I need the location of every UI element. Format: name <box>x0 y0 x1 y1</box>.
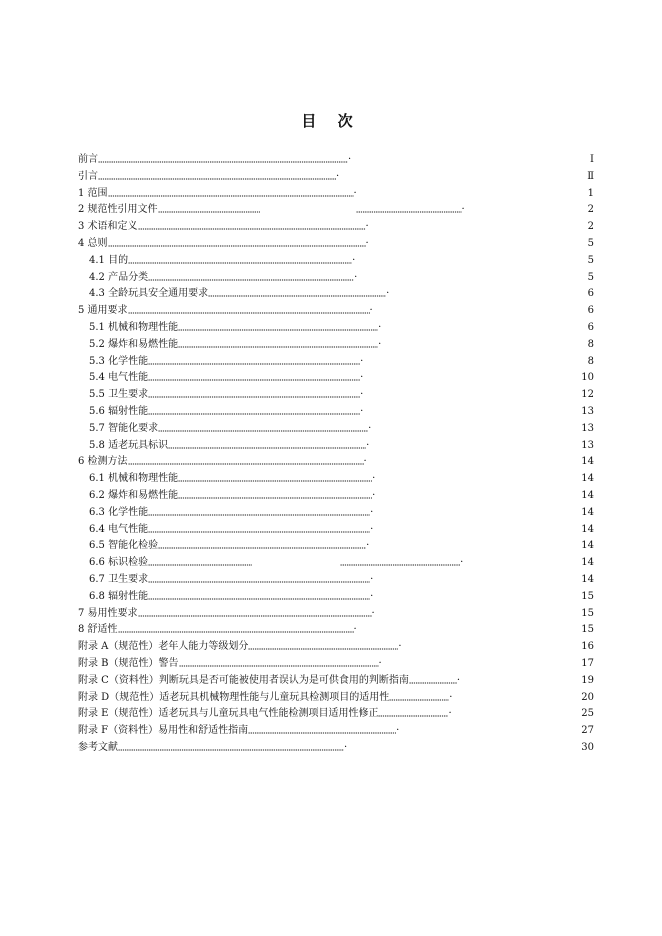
toc-row[interactable]: 6.2 爆炸和易燃性能 · 14 <box>78 488 594 505</box>
page-title: 目 次 <box>301 112 361 130</box>
toc-page: 20 <box>581 691 594 703</box>
toc-row[interactable]: 4 总则 · 5 <box>78 236 594 253</box>
toc-label: 附录 C（资料性）判断玩具是否可能被使用者误认为是可供食用的判断指南 <box>78 674 409 686</box>
toc-row[interactable]: 5.4 电气性能 · 10 <box>78 370 594 387</box>
toc-row[interactable]: 4.3 全龄玩具安全通用要求 · 6 <box>78 286 594 303</box>
leader-dots <box>148 555 252 572</box>
toc-page: 14 <box>581 573 594 585</box>
toc-page: Ⅱ <box>587 170 594 182</box>
toc-row[interactable]: 4.1 目的 · 5 <box>78 253 594 270</box>
toc-label: 附录 E（规范性）适老玩具与儿童玩具电气性能检测项目适用性修正 <box>78 708 379 720</box>
leader-dots <box>148 270 354 287</box>
toc-row[interactable]: 6.1 机械和物理性能 · 14 <box>78 471 594 488</box>
toc-page: I <box>590 154 594 165</box>
toc-row[interactable]: 5.7 智能化要求 · 13 <box>78 421 594 438</box>
leader-dots <box>148 370 360 387</box>
leader-dots <box>356 202 462 219</box>
toc-label: 5.8 适老玩具标识 <box>89 439 169 451</box>
toc-page: 8 <box>587 338 594 350</box>
leader-dots <box>148 572 370 589</box>
toc-row[interactable]: 参考文献 · 30 <box>78 740 594 757</box>
leader-dots <box>178 471 372 488</box>
toc-row[interactable]: 前言 · I <box>78 152 594 169</box>
toc-label: 前言 <box>78 154 98 165</box>
toc-row[interactable]: 6.7 卫生要求 · 14 <box>78 572 594 589</box>
toc-label: 6.8 辐射性能 <box>89 590 149 602</box>
toc-page: 2 <box>587 221 594 233</box>
toc-label: 6.3 化学性能 <box>89 506 149 518</box>
leader-dots <box>128 253 352 270</box>
toc-page: 5 <box>587 254 594 266</box>
toc-row[interactable]: 6.4 电气性能 · 14 <box>78 522 594 539</box>
toc-row[interactable]: 3 术语和定义 · 2 <box>78 219 594 236</box>
toc-label: 引言 <box>78 170 98 182</box>
toc-row[interactable]: 附录 A（规范性）老年人能力等级划分 · 16 <box>78 639 594 656</box>
leader-dots <box>148 505 370 522</box>
toc-row[interactable]: 6 检测方法 · 14 <box>78 454 594 471</box>
leader-dots <box>178 337 378 354</box>
toc-row[interactable]: 附录 E（规范性）适老玩具与儿童玩具电气性能检测项目适用性修正 · 25 <box>78 706 594 723</box>
toc-page: 13 <box>581 405 594 417</box>
toc-label: 4.1 目的 <box>89 254 129 266</box>
toc-row[interactable]: 2 规范性引用文件 · 2 <box>78 202 594 219</box>
toc-page: 10 <box>581 372 594 384</box>
toc-row[interactable]: 附录 B（规范性）警告 · 17 <box>78 656 594 673</box>
toc-label: 5.6 辐射性能 <box>89 405 149 417</box>
toc-label: 附录 D（规范性）适老玩具机械物理性能与儿童玩具检测项目的适用性 <box>78 691 390 703</box>
leader-dots <box>340 555 460 572</box>
leader-dots <box>148 387 360 404</box>
toc-page: 25 <box>581 708 594 720</box>
leader-dots <box>248 723 396 740</box>
toc-row[interactable]: 5.3 化学性能 · 8 <box>78 354 594 371</box>
toc-label: 6.2 爆炸和易燃性能 <box>89 489 179 501</box>
toc-label: 3 术语和定义 <box>78 221 138 233</box>
toc-page: 6 <box>587 288 594 300</box>
toc-page: 14 <box>581 473 594 485</box>
leader-dots <box>178 488 372 505</box>
leader-dots <box>148 589 370 606</box>
leader-dots <box>108 186 354 203</box>
toc-row[interactable]: 6.6 标识检验 · 14 <box>78 555 594 572</box>
toc-page: 17 <box>581 657 594 669</box>
toc-row[interactable]: 1 范围 · 1 <box>78 186 594 203</box>
toc-row[interactable]: 附录 D（规范性）适老玩具机械物理性能与儿童玩具检测项目的适用性 · 20 <box>78 690 594 707</box>
toc-row[interactable]: 5.8 适老玩具标识 · 13 <box>78 438 594 455</box>
toc-page: 14 <box>581 489 594 501</box>
toc-page: 14 <box>581 523 594 535</box>
toc-label: 附录 A（规范性）老年人能力等级划分 <box>78 641 249 653</box>
toc-page: 14 <box>581 540 594 552</box>
leader-dots <box>158 421 368 438</box>
toc-page: 30 <box>581 741 594 753</box>
leader-dots <box>158 202 260 219</box>
toc-label: 4.3 全龄玩具安全通用要求 <box>89 288 209 300</box>
toc-page: 15 <box>581 624 594 636</box>
toc-row[interactable]: 附录 F（资料性）易用性和舒适性指南 · 27 <box>78 723 594 740</box>
toc-label: 5.7 智能化要求 <box>89 422 159 434</box>
toc-label: 6.6 标识检验 <box>89 557 149 569</box>
toc-page: 8 <box>587 355 594 367</box>
toc-page: 14 <box>581 506 594 518</box>
leader-dots <box>98 152 348 169</box>
toc-page: 2 <box>587 204 594 216</box>
toc-row[interactable]: 7 易用性要求 · 15 <box>78 606 594 623</box>
leader-dots <box>148 522 370 539</box>
toc-page: 27 <box>581 725 594 737</box>
toc-page: 12 <box>581 389 594 401</box>
toc-label: 8 舒适性 <box>78 624 118 636</box>
leader-dots <box>138 606 372 623</box>
leader-dots <box>389 690 449 707</box>
toc-page: 16 <box>581 641 594 653</box>
leader-dots <box>148 404 360 421</box>
toc-row[interactable]: 4.2 产品分类 · 5 <box>78 270 594 287</box>
toc-label: 5.1 机械和物理性能 <box>89 321 179 333</box>
toc-row[interactable]: 6.5 智能化检验 · 14 <box>78 538 594 555</box>
toc-label: 4.2 产品分类 <box>89 271 149 283</box>
toc-label: 6.7 卫生要求 <box>89 573 149 585</box>
toc-label: 5 通用要求 <box>78 305 128 317</box>
toc-label: 2 规范性引用文件 <box>78 204 158 216</box>
toc-label: 4 总则 <box>78 237 108 249</box>
toc-row[interactable]: 5.2 爆炸和易燃性能 · 8 <box>78 337 594 354</box>
toc-row[interactable]: 引言 · Ⅱ <box>78 169 594 186</box>
toc-page: 14 <box>581 456 594 468</box>
toc-label: 附录 B（规范性）警告 <box>78 657 179 669</box>
toc-page: 6 <box>587 321 594 333</box>
toc-label: 6.5 智能化检验 <box>89 540 159 552</box>
toc-page: 5 <box>587 237 594 249</box>
toc-label: 5.2 爆炸和易燃性能 <box>89 338 179 350</box>
toc-page: 1 <box>587 187 594 199</box>
toc-page: 19 <box>581 674 594 686</box>
toc-page: 6 <box>587 305 594 317</box>
leader-dots <box>158 538 366 555</box>
toc-row[interactable]: 5.6 辐射性能 · 13 <box>78 404 594 421</box>
leader-dots <box>108 236 366 253</box>
toc-row[interactable]: 6.8 辐射性能 · 15 <box>78 589 594 606</box>
leader-dots <box>128 454 364 471</box>
leader-dots <box>208 286 386 303</box>
leader-dots <box>128 303 370 320</box>
toc-row[interactable]: 6.3 化学性能 · 14 <box>78 505 594 522</box>
leader-dots <box>148 354 360 371</box>
toc-page: 15 <box>581 607 594 619</box>
leader-dots <box>138 219 366 236</box>
toc-label: 6 检测方法 <box>78 456 128 468</box>
toc-row[interactable]: 附录 C（资料性）判断玩具是否可能被使用者误认为是可供食用的判断指南 · 19 <box>78 673 594 690</box>
toc-label: 6.1 机械和物理性能 <box>89 473 179 485</box>
leader-dots <box>98 169 336 186</box>
leader-dots <box>178 320 378 337</box>
toc-label: 1 范围 <box>78 187 108 199</box>
toc-page: 15 <box>581 590 594 602</box>
leader-dots <box>378 706 448 723</box>
toc-label: 5.4 电气性能 <box>89 372 149 384</box>
toc-label: 附录 F（资料性）易用性和舒适性指南 <box>78 725 249 737</box>
toc-page: 13 <box>581 439 594 451</box>
leader-dots <box>179 656 379 673</box>
table-of-contents <box>78 152 594 757</box>
toc-label: 参考文献 <box>78 741 118 753</box>
leader-dots <box>409 673 457 690</box>
toc-page: 5 <box>587 271 594 283</box>
toc-row[interactable]: 5.5 卫生要求 · 12 <box>78 387 594 404</box>
toc-label: 6.4 电气性能 <box>89 523 149 535</box>
toc-row[interactable]: 8 舒适性 · 15 <box>78 622 594 639</box>
toc-row[interactable]: 5.1 机械和物理性能 · 6 <box>78 320 594 337</box>
toc-page: 14 <box>581 557 594 569</box>
toc-page: 13 <box>581 422 594 434</box>
leader-dots <box>118 740 344 757</box>
leader-dots <box>118 622 354 639</box>
toc-label: 5.5 卫生要求 <box>89 389 149 401</box>
toc-label: 5.3 化学性能 <box>89 355 149 367</box>
leader-dots <box>168 438 366 455</box>
toc-row[interactable]: 5 通用要求 · 6 <box>78 303 594 320</box>
leader-dots <box>248 639 398 656</box>
toc-label: 7 易用性要求 <box>78 607 138 619</box>
